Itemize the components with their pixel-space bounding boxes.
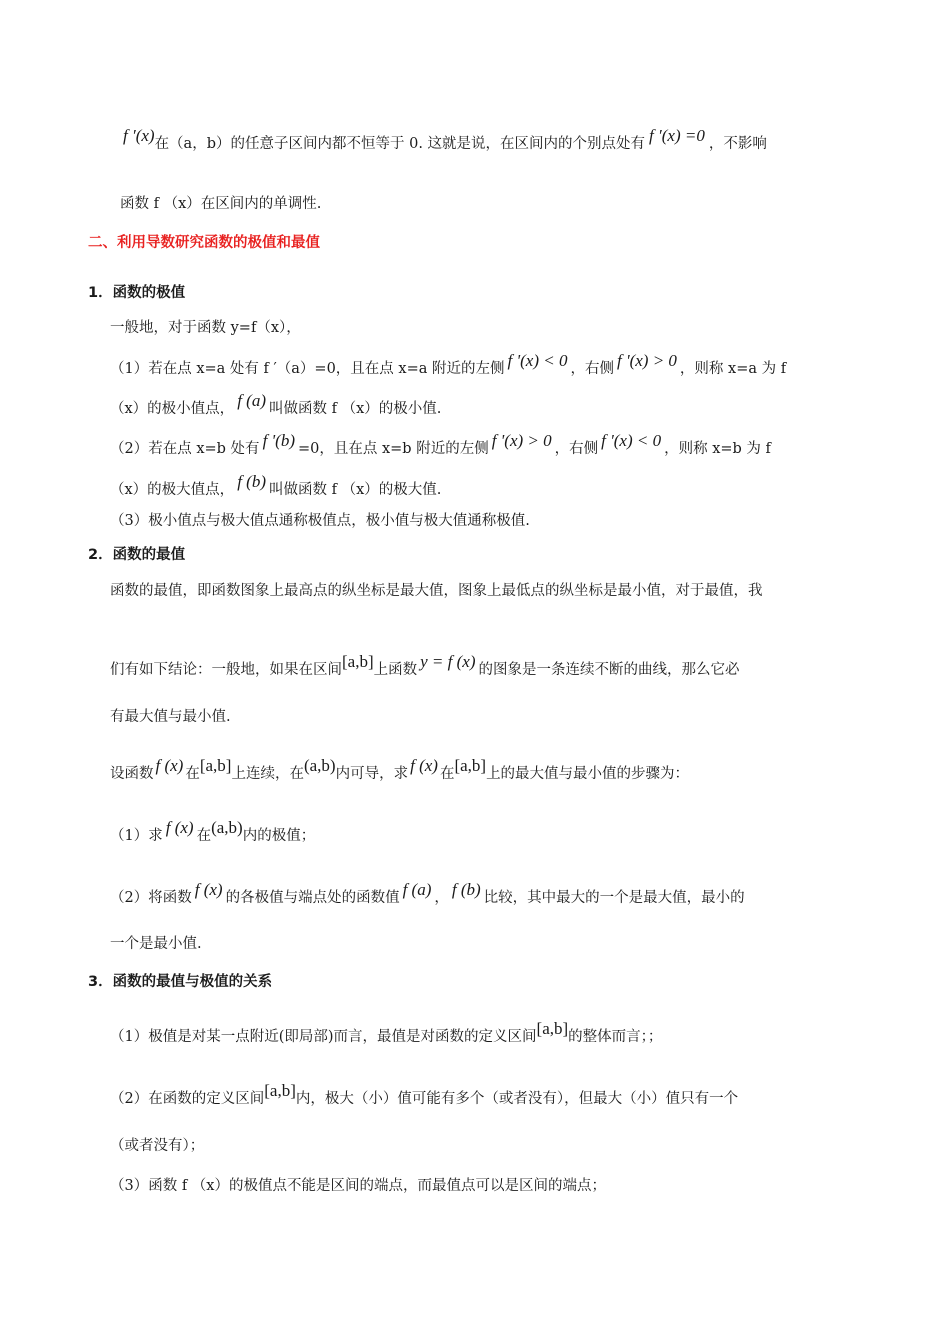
math-left: f '(x) > 0 [491,431,552,450]
text: 上函数 [373,662,418,678]
continuation-line-1 [123,126,767,155]
step-2 [110,880,745,909]
maxmin-line3: 有最大值与最小值. [110,709,231,725]
math-left: f '(x) < 0 [507,351,568,370]
case1-line2 [110,391,442,420]
text: 设函数 [110,766,154,782]
case3: （3）极小值点与极大值点通称极值点，极小值与极大值通称极值. [110,513,530,529]
math-fb: f (b) [237,472,266,491]
math-fb: f (b) [451,880,481,899]
math-open-interval: (a,b) [211,818,243,837]
math-fx: f (x) [410,756,438,775]
math-fb-prime: f '(b) [262,431,295,450]
step-2-line2: 一个是最小值. [110,936,202,952]
case2-line2 [110,472,442,501]
subsection-heading-extreme: 1．函数的极值 [88,285,186,301]
text: ，右侧 [554,441,599,457]
math-fa: f (a) [237,391,266,410]
text: 叫做函数 f （x）的极小值. [268,401,442,417]
text: 内的极值； [242,828,316,844]
relation-3: （3）函数 f （x）的极值点不能是区间的端点，而最值点可以是区间的端点； [110,1178,606,1194]
math-fx: f (x) [155,756,184,775]
relation-1 [110,1019,663,1048]
text: ，则称 x=a 为 f [679,361,787,377]
text: （1）求 [110,828,163,844]
text: （2）若在点 x=b 处有 [110,441,260,457]
text: 上的最大值与最小值的步骤为： [486,766,690,782]
case1-line1 [110,351,787,380]
text: 在 [185,766,200,782]
text: ， [434,890,449,906]
text: 内可导，求 [335,766,409,782]
text: 在 [439,766,455,782]
math-yfx: y = f (x) [420,652,476,671]
text: 的整体而言；； [568,1029,663,1045]
math-open-interval: (a,b) [303,756,336,775]
relation-2-line2: （或者没有）； [110,1138,205,1154]
math-interval: [a,b] [199,756,232,775]
text: 叫做函数 f （x）的极大值. [268,482,442,498]
text: ，不影响 [708,136,767,152]
text: 在（a，b）的任意子区间内都不恒等于 0. 这就是说，在区间内的个别点处有 [154,136,646,152]
math-interval: [a,b] [536,1019,569,1038]
text: 的各极值与端点处的函数值 [225,890,400,906]
math-fx: f (x) [194,880,223,899]
subsection-heading-relation: 3．函数的最值与极值的关系 [88,974,273,990]
text: ，则称 x=b 为 f [664,441,771,457]
math-interval: [a,b] [454,756,487,775]
text: （2）在函数的定义区间 [110,1091,265,1107]
text: 的图象是一条连续不断的曲线，那么它必 [478,662,740,678]
math-f-prime-x: f ′(x) [123,126,155,145]
text: （1）若在点 x=a 处有 f ′（a）=0，且在点 x=a 附近的左侧 [110,361,505,377]
text: 在 [196,828,212,844]
text: （x）的极大值点， [110,482,235,498]
step-1 [110,818,316,847]
text: 上连续，在 [231,766,304,782]
math-equation: f ′(x) =0 [649,126,705,145]
case2-line1 [110,431,771,460]
math-fa: f (a) [402,880,432,899]
text: （x）的极小值点， [110,401,235,417]
maxmin-line1: 函数的最值，即函数图象上最高点的纵坐标是最大值，图象上最低点的纵坐标是最小值，对于最值，我 [110,583,763,599]
text: =0，且在点 x=b 附近的左侧 [298,441,489,457]
math-interval: [a,b] [342,652,374,671]
section-heading: 二、利用导数研究函数的极值和最值 [88,235,320,251]
extreme-intro: 一般地，对于函数 y=f（x）， [110,320,301,336]
math-right: f '(x) > 0 [616,351,677,370]
math-fx: f (x) [165,818,194,837]
continuation-line-2: 函数 f （x）在区间内的单调性. [120,196,322,212]
subsection-heading-maxmin: 2．函数的最值 [88,547,186,563]
math-right: f '(x) < 0 [601,431,662,450]
text: （2）将函数 [110,890,192,906]
relation-2 [110,1081,739,1110]
text: （1）极值是对某一点附近(即局部)而言，最值是对函数的定义区间 [110,1029,537,1045]
steps-intro [110,756,690,785]
math-interval: [a,b] [264,1081,296,1100]
text: 们有如下结论：一般地，如果在区间 [110,662,342,678]
maxmin-line2 [110,652,740,681]
text: ，右侧 [570,361,614,377]
text: 内，极大（小）值可能有多个（或者没有），但最大（小）值只有一个 [295,1091,739,1107]
text: 比较，其中最大的一个是最大值，最小的 [483,890,745,906]
